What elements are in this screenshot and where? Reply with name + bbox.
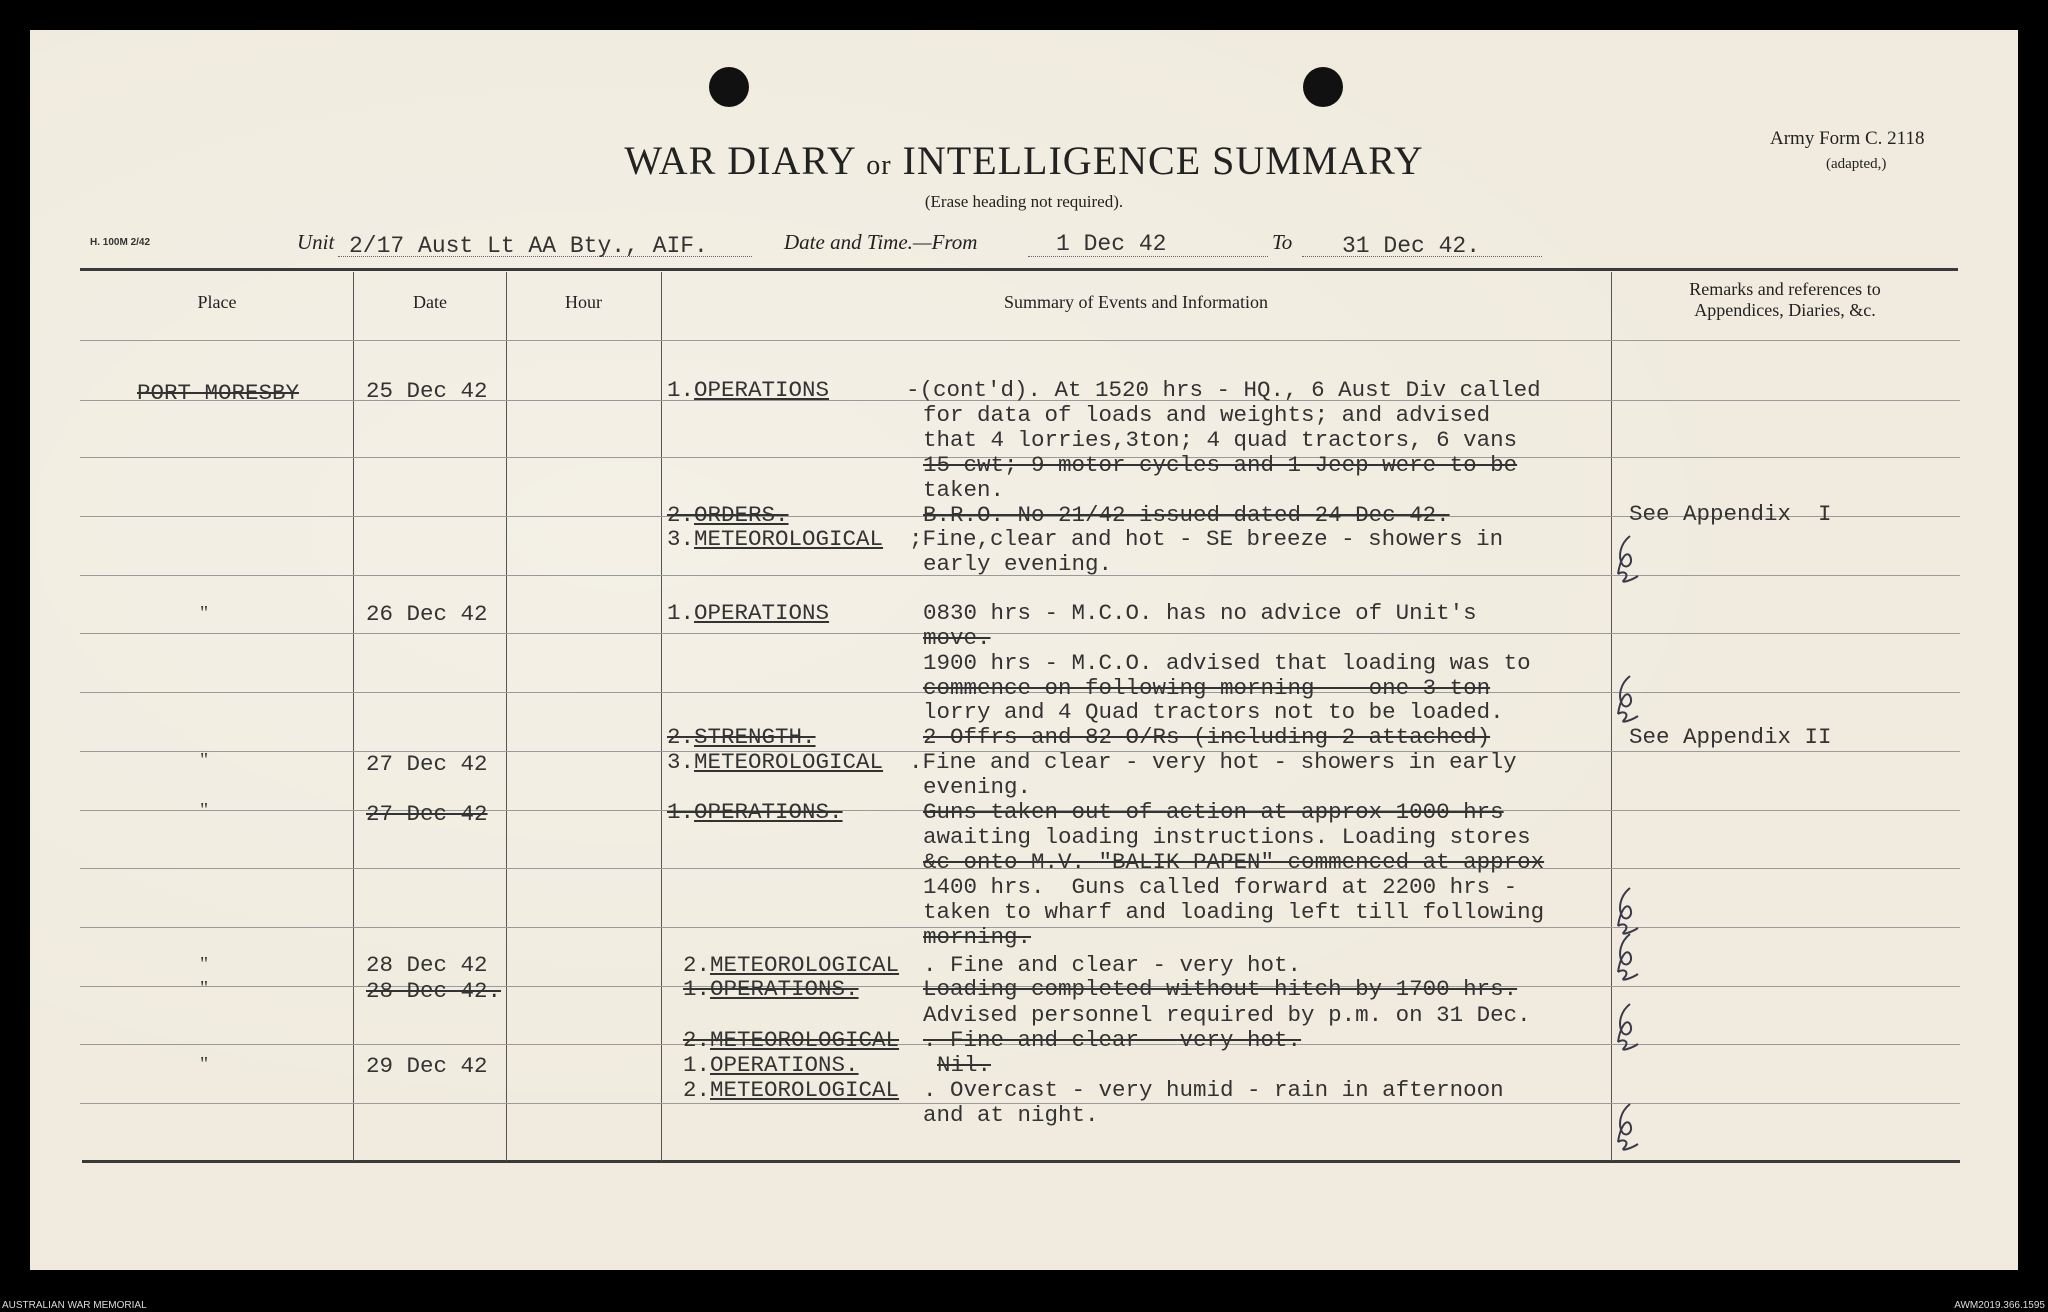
to-value: 31 Dec 42. [1342, 233, 1481, 259]
item-meteorological [683, 1028, 899, 1053]
handwritten-initial-icon [1612, 670, 1646, 726]
place-ditto: " [200, 602, 209, 624]
header-summary: Summary of Events and Information [1004, 292, 1268, 312]
item-number: 1. [683, 976, 711, 1002]
item-heading: OPERATIONS. [694, 799, 843, 825]
unit-value: 2/17 Aust Lt AA Bty., AIF. [349, 233, 708, 259]
army-form-adapted: (adapted,) [1826, 156, 1887, 172]
date-entry: 29 Dec 42 [366, 1053, 488, 1079]
item-number: 3. [667, 526, 695, 552]
item-operations [683, 977, 859, 1002]
to-label: To [1272, 230, 1293, 254]
column-divider-hour [661, 272, 662, 1161]
header-place: Place [197, 292, 237, 312]
summary-line: . Fine and clear - very hot. [923, 952, 1302, 978]
form-subtitle: (Erase heading not required). [924, 192, 1124, 211]
item-number: 2. [683, 1027, 711, 1053]
item-meteorological [683, 1078, 899, 1103]
place-ditto: " [200, 977, 209, 999]
header-remarks-line1: Remarks and references to [1689, 279, 1881, 299]
item-heading: OPERATIONS [694, 377, 830, 403]
summary-line: 15 cwt; 9 motor cycles and 1 Jeep were to be [923, 452, 1518, 478]
remarks-appendix-1: See Appendix I [1629, 501, 1832, 527]
item-operations [667, 800, 843, 825]
summary-line: Loading completed without hitch by 1700 hrs. [923, 976, 1518, 1002]
item-heading: OPERATIONS [694, 600, 830, 626]
handwritten-initial-icon [1612, 1098, 1646, 1154]
item-number: 1. [667, 377, 695, 403]
table-bottom-rule [82, 1160, 1960, 1163]
summary-line: taken. [923, 477, 1005, 503]
form-print-code: H. 100M 2/42 [90, 237, 151, 248]
column-divider-date [506, 272, 507, 1161]
item-number: 1. [667, 799, 695, 825]
item-number: 3. [667, 749, 695, 775]
item-meteorological [683, 953, 899, 978]
item-meteorological [667, 527, 883, 552]
date-entry: 27 Dec 42 [366, 801, 488, 827]
item-heading: METEOROLOGICAL [694, 526, 884, 552]
unit-label: Unit [297, 230, 335, 254]
place-ditto: " [200, 749, 209, 771]
summary-line: Nil. [937, 1052, 992, 1078]
summary-line: 0830 hrs - M.C.O. has no advice of Unit's [923, 600, 1477, 626]
handwritten-initial-icon [1612, 928, 1646, 984]
column-divider-place [353, 272, 354, 1161]
summary-line: morning. [923, 924, 1032, 950]
header-remarks-line2: Appendices, Diaries, &c. [1694, 300, 1876, 320]
summary-line: awaiting loading instructions. Loading stores [923, 824, 1531, 850]
item-number: 2. [667, 502, 695, 528]
from-value: 1 Dec 42 [1056, 231, 1167, 257]
summary-line: &c onto M.V. "BALIK PAPEN" commenced at approx [923, 849, 1545, 875]
item-number: 1. [667, 600, 695, 626]
item-heading: METEOROLOGICAL [710, 1077, 900, 1103]
summary-line: taken to wharf and loading left till following [923, 899, 1545, 925]
title-intelligence-summary: INTELLIGENCE SUMMARY [902, 138, 1424, 183]
title-or: or [866, 150, 892, 181]
summary-line: evening. [923, 774, 1032, 800]
summary-line: move. [923, 625, 991, 651]
item-operations [667, 601, 829, 626]
item-heading: OPERATIONS. [710, 1052, 859, 1078]
table-top-rule [80, 268, 1958, 271]
summary-line: -(cont'd). At 1520 hrs - HQ., 6 Aust Div called [906, 377, 1541, 403]
ruled-line [80, 633, 1960, 634]
punch-hole-right [1303, 67, 1343, 107]
footer-reference: AWM2019.366.1595 [1954, 1300, 2045, 1311]
item-operations [683, 1053, 859, 1078]
item-heading: METEOROLOGICAL [710, 952, 900, 978]
punch-hole-left [709, 67, 749, 107]
summary-line: B.R.O. No 21/42 issued dated 24 Dec 42. [923, 502, 1450, 528]
item-heading: ORDERS. [694, 502, 789, 528]
header-date: Date [413, 292, 447, 312]
army-form-number: Army Form C. 2118 [1770, 128, 1925, 149]
date-entry: 27 Dec 42 [366, 751, 488, 777]
date-time-from-label: Date and Time.—From [784, 230, 978, 254]
item-number: 1. [683, 1052, 711, 1078]
summary-line: for data of loads and weights; and advised [923, 402, 1491, 428]
summary-line: .Fine and clear - very hot - showers in early [909, 749, 1517, 775]
form-title [0, 137, 2048, 184]
item-number: 2. [683, 952, 711, 978]
item-number: 2. [683, 1077, 711, 1103]
item-heading: METEOROLOGICAL [710, 1027, 900, 1053]
summary-line: that 4 lorries,3ton; 4 quad tractors, 6 vans [923, 427, 1518, 453]
item-heading: STRENGTH. [694, 724, 816, 750]
item-orders [667, 503, 789, 528]
header-hour: Hour [565, 292, 602, 312]
summary-line: commence on following morning - one 3 ton [923, 675, 1491, 701]
date-entry: 26 Dec 42 [366, 601, 488, 627]
summary-line: and at night. [923, 1102, 1099, 1128]
place-ditto: " [200, 953, 209, 975]
item-heading: OPERATIONS. [710, 976, 859, 1002]
place-ditto: " [200, 799, 209, 821]
item-operations [667, 378, 829, 403]
summary-line: 1900 hrs - M.C.O. advised that loading was to [923, 650, 1531, 676]
handwritten-initial-icon [1612, 998, 1646, 1054]
header-rule [80, 340, 1960, 341]
item-strength [667, 725, 816, 750]
place-port-moresby: PORT MORESBY [137, 380, 300, 406]
date-entry: 25 Dec 42 [366, 378, 488, 404]
summary-line: 2 Offrs and 82 O/Rs (including 2 attached) [923, 724, 1491, 750]
summary-line: Advised personnel required by p.m. on 31 Dec. [923, 1002, 1531, 1028]
summary-line: . Overcast - very humid - rain in afternoon [923, 1077, 1504, 1103]
date-entry: 28 Dec 42. [366, 978, 502, 1004]
summary-line: . Fine and clear - very hot. [923, 1027, 1302, 1053]
date-entry: 28 Dec 42 [366, 952, 488, 978]
summary-line: 1400 hrs. Guns called forward at 2200 hrs - [923, 874, 1518, 900]
item-heading: METEOROLOGICAL [694, 749, 884, 775]
summary-line: lorry and 4 Quad tractors not to be loaded. [923, 699, 1504, 725]
footer-credit: AUSTRALIAN WAR MEMORIAL [2, 1300, 147, 1311]
summary-line: Guns taken out of action at approx 1000 hrs [923, 799, 1504, 825]
item-number: 2. [667, 724, 695, 750]
title-war-diary: WAR DIARY [624, 138, 856, 183]
place-ditto: " [200, 1053, 209, 1075]
handwritten-initial-icon [1612, 530, 1646, 586]
summary-line: early evening. [923, 551, 1113, 577]
remarks-appendix-2: See Appendix II [1629, 724, 1832, 750]
item-meteorological [667, 750, 883, 775]
summary-line: ;Fine,clear and hot - SE breeze - showers in [909, 526, 1504, 552]
